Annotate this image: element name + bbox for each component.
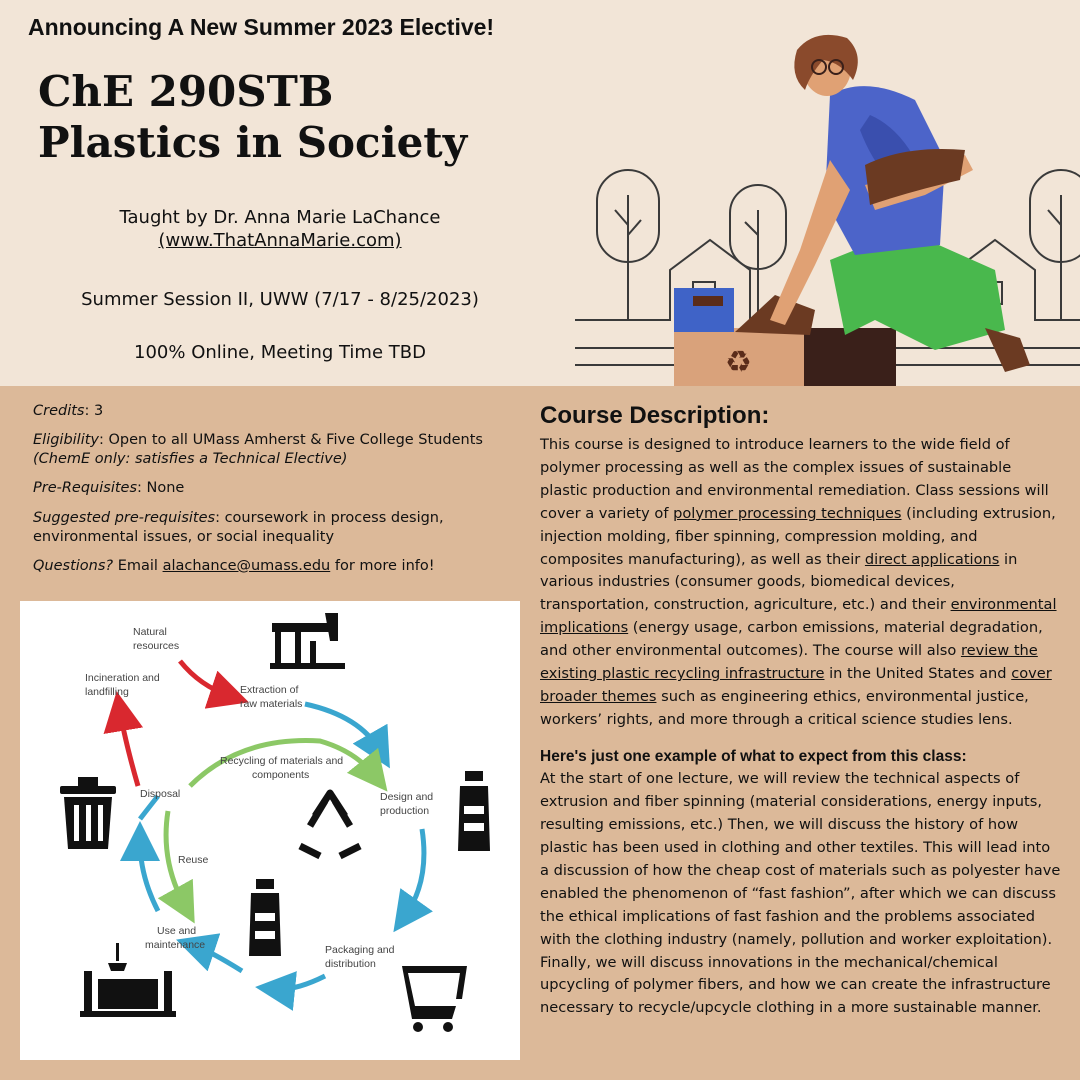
arrow-design bbox=[305, 704, 380, 751]
label-recycling: Recycling of materials and components bbox=[220, 755, 344, 781]
credits-line: Credits: 3 bbox=[33, 403, 104, 419]
arrow-incineration bbox=[120, 711, 138, 786]
label-use: Use and maintenance bbox=[145, 925, 206, 951]
description-paragraph: This course is designed to introduce learners to the wide field of polymer processing as well as the complex issues of sustainable plastic production and environmental remediation. Class sessions will cover a variety of polymer processing techniques (including extrusion, injection molding, fiber spinning, compression molding, and composites manufacturing), as well as their direct applications in various industries (consumer goods, biomedical devices, transportation, construction, agriculture, etc.) and their environmental implications (energy usage, carbon emissions, material degradation, and other environmental outcomes). The course will also review the existing plastic recycling infrastructure in the United States and cover broader themes such as engineering ethics, environmental justice, workers’ rights, and more through a critical science studies lens. bbox=[540, 436, 1057, 728]
bottle-icon-use bbox=[249, 879, 281, 956]
plastic-lifecycle-diagram bbox=[20, 601, 520, 1060]
course-name: Plastics in Society bbox=[38, 118, 468, 168]
announcement: Announcing A New Summer 2023 Elective! bbox=[28, 14, 495, 40]
bottle-icon-design bbox=[458, 771, 490, 851]
course-details bbox=[33, 402, 513, 586]
header-section bbox=[0, 0, 1080, 386]
book bbox=[674, 288, 734, 332]
example-paragraph: At the start of one lecture, we will review the technical aspects of extrusion and fiber spinning (material considerations, energy inputs, resulting emissions, etc.) Then, we will discuss the history of how plastic has been used in clothing and other textiles. This will lead into a discussion of how the cheap cost of materials such as polyester have enabled the phenomenon of “fast fashion”, after which we can discuss the ethical implications of fast fashion and the problems associated with the clothing industry (namely, pollution and worker exploitation). Finally, we will discuss innovations in the mechanical/chemical upcycling of polymer fibers, and how we can create the infrastructure necessary to recycle/upcycle clothing in a more sustainable manner. bbox=[540, 770, 1061, 1017]
oil-pump-icon bbox=[270, 613, 345, 669]
label-reuse: Reuse bbox=[178, 854, 209, 866]
session-info: Summer Session II, UWW (7/17 - 8/25/2023) bbox=[81, 289, 479, 310]
arrow-packaging bbox=[405, 829, 424, 916]
recycling-icon bbox=[300, 793, 360, 856]
format-info: 100% Online, Meeting Time TBD bbox=[134, 342, 426, 363]
label-disposal: Disposal bbox=[140, 788, 181, 800]
label-design: Design and production bbox=[380, 791, 434, 817]
description-heading: Course Description: bbox=[540, 402, 770, 429]
course-code: ChE 290STB bbox=[38, 67, 334, 116]
suggested-prereq-line: Suggested pre-requisites: coursework in process design, environmental issues, or social inequality bbox=[33, 509, 444, 545]
example-heading: Here's just one example of what to expect from this class: bbox=[540, 747, 967, 765]
label-natural-resources: Natural resources bbox=[133, 626, 180, 652]
label-incineration: Incineration and landfilling bbox=[85, 672, 160, 698]
prereq-line: Pre-Requisites: None bbox=[33, 480, 185, 497]
trash-can-icon bbox=[60, 777, 116, 849]
eligibility-note: (ChemE only: satisfies a Technical Elective) bbox=[33, 451, 348, 468]
hero-illustration bbox=[575, 20, 1080, 386]
website-link[interactable]: (www.ThatAnnaMarie.com) bbox=[158, 230, 402, 252]
dining-table-icon bbox=[80, 943, 176, 1017]
arrow-distribution bbox=[275, 976, 325, 989]
label-packaging: Packaging and distribution bbox=[325, 944, 395, 970]
questions-line: Questions? Email alachance@umass.edu for more info! bbox=[33, 557, 435, 574]
email-link[interactable]: alachance@umass.edu bbox=[162, 557, 331, 574]
arrow-disposal bbox=[140, 841, 158, 911]
eligibility-line: Eligibility: Open to all UMass Amherst & Five College Students (ChemE only: satisfies a Technical Elective) bbox=[33, 432, 483, 468]
course-description bbox=[540, 402, 1062, 1020]
instructor-info bbox=[60, 206, 500, 253]
arrow-extraction bbox=[180, 661, 230, 696]
label-extraction: Extraction of raw materials bbox=[240, 684, 303, 710]
shopping-cart-icon bbox=[392, 966, 467, 1032]
recycle-symbol-icon: ♻ bbox=[725, 345, 752, 380]
course-title bbox=[38, 66, 467, 168]
instructor-line: Taught by Dr. Anna Marie LaChance bbox=[119, 207, 441, 228]
